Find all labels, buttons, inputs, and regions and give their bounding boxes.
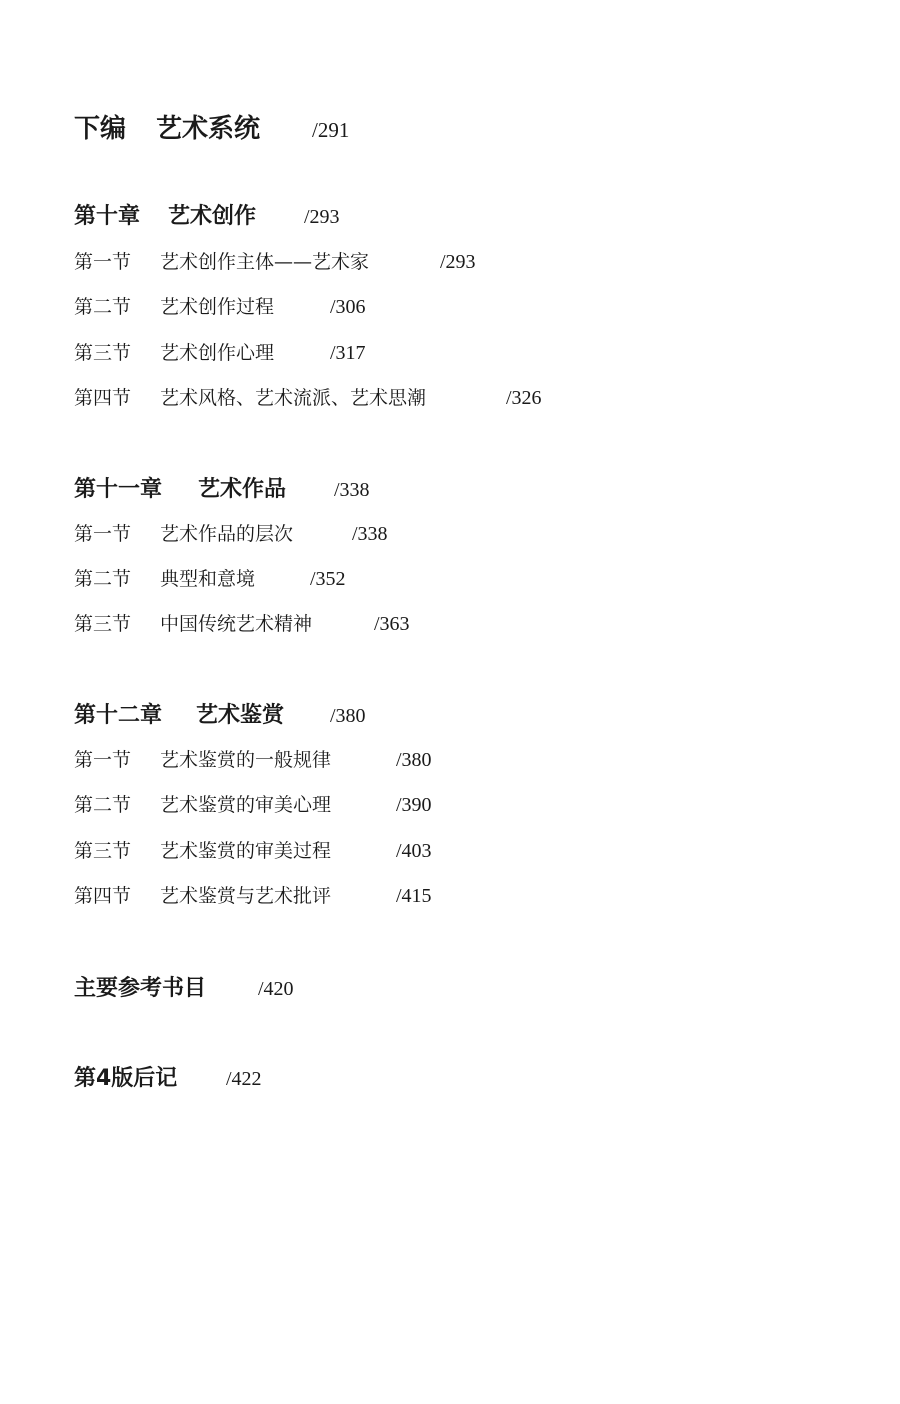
part-label: 下编 <box>74 114 127 144</box>
part-heading <box>74 116 349 142</box>
section-label: 第三节 <box>74 342 132 364</box>
section-title: 艺术创作主体——艺术家 <box>160 251 370 273</box>
chapter-title: 艺术作品 <box>198 477 287 502</box>
section-entry <box>74 886 432 906</box>
section-title: 艺术鉴赏的一般规律 <box>160 749 332 771</box>
chapter-label: 第十章 <box>74 204 141 229</box>
section-title: 艺术鉴赏的审美过程 <box>160 840 332 862</box>
chapter-title: 艺术创作 <box>168 204 257 229</box>
section-label: 第二节 <box>74 296 132 318</box>
section-page-number: /338 <box>352 523 388 545</box>
section-page-number: /352 <box>310 568 346 590</box>
section-page-number: /306 <box>330 296 366 318</box>
bibliography-page-number: /420 <box>258 978 294 1000</box>
section-label: 第二节 <box>74 568 132 590</box>
section-entry <box>74 841 432 861</box>
section-entry <box>74 252 476 272</box>
section-page-number: /363 <box>374 613 410 635</box>
section-page-number: /326 <box>506 387 542 409</box>
chapter-page-number: /338 <box>334 479 370 501</box>
section-title: 艺术创作心理 <box>160 342 275 364</box>
section-label: 第三节 <box>74 840 132 862</box>
chapter-label: 第十一章 <box>74 477 163 502</box>
afterword-title: 第4版后记 <box>74 1066 178 1091</box>
section-label: 第二节 <box>74 794 132 816</box>
chapter-label: 第十二章 <box>74 703 163 728</box>
section-page-number: /380 <box>396 749 432 771</box>
chapter-title: 艺术鉴赏 <box>196 703 285 728</box>
section-label: 第一节 <box>74 251 132 273</box>
section-title: 艺术鉴赏的审美心理 <box>160 794 332 816</box>
bibliography-heading <box>74 978 294 1000</box>
section-label: 第一节 <box>74 523 132 545</box>
chapter-heading <box>74 479 370 501</box>
chapter-page-number: /380 <box>330 705 366 727</box>
section-label: 第一节 <box>74 749 132 771</box>
section-entry <box>74 388 542 408</box>
section-entry <box>74 569 346 589</box>
section-title: 艺术风格、艺术流派、艺术思潮 <box>160 387 427 409</box>
part-page-number: /291 <box>312 118 350 142</box>
section-page-number: /390 <box>396 794 432 816</box>
section-entry <box>74 297 366 317</box>
section-label: 第四节 <box>74 387 132 409</box>
bibliography-title: 主要参考书目 <box>74 976 207 1001</box>
section-entry <box>74 750 432 770</box>
part-title: 艺术系统 <box>156 114 261 144</box>
section-entry <box>74 614 410 634</box>
section-title: 典型和意境 <box>160 568 256 590</box>
chapter-heading <box>74 206 340 228</box>
section-page-number: /415 <box>396 885 432 907</box>
section-title: 中国传统艺术精神 <box>160 613 313 635</box>
section-label: 第四节 <box>74 885 132 907</box>
afterword-page-number: /422 <box>226 1068 262 1090</box>
chapter-heading <box>74 705 366 727</box>
section-entry <box>74 795 432 815</box>
section-page-number: /403 <box>396 840 432 862</box>
section-title: 艺术创作过程 <box>160 296 275 318</box>
section-entry <box>74 524 388 544</box>
section-title: 艺术鉴赏与艺术批评 <box>160 885 332 907</box>
chapter-page-number: /293 <box>304 206 340 228</box>
section-page-number: /293 <box>440 251 476 273</box>
section-title: 艺术作品的层次 <box>160 523 294 545</box>
section-entry <box>74 343 366 363</box>
section-label: 第三节 <box>74 613 132 635</box>
section-page-number: /317 <box>330 342 366 364</box>
afterword-heading <box>74 1068 262 1090</box>
